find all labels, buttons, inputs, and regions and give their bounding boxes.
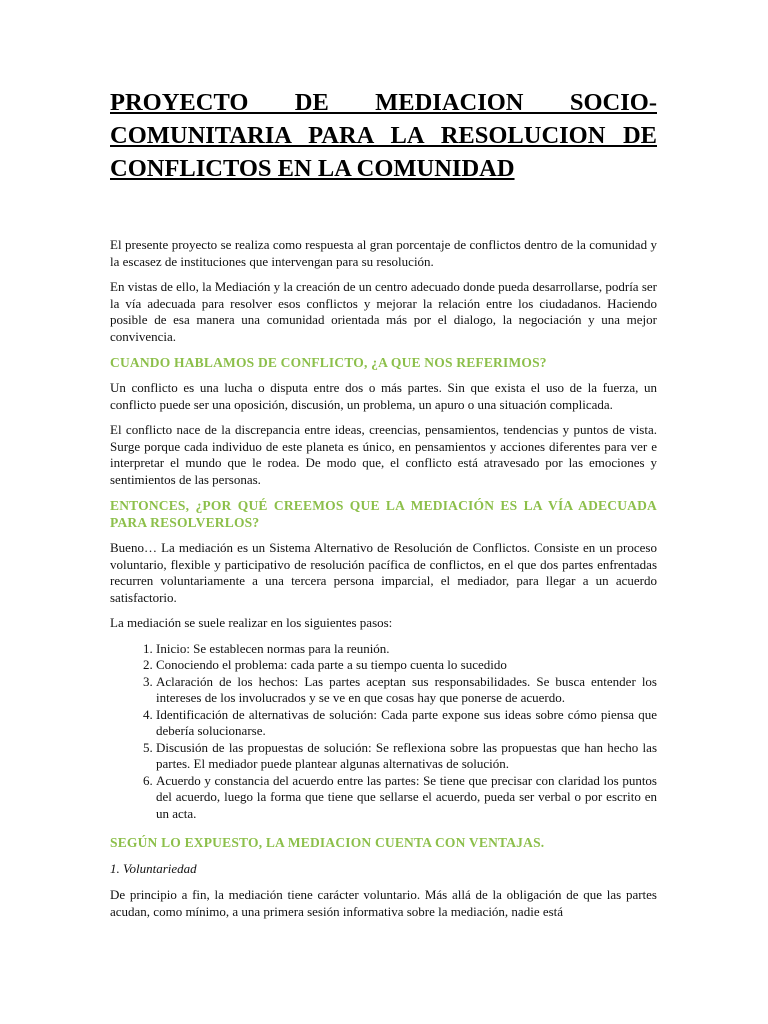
document-body bbox=[110, 86, 657, 920]
list-item: 1. Inicio: Se establecen normas para la reunión. bbox=[156, 641, 657, 658]
intro-paragraph-2: En vistas de ello, la Mediación y la creación de un centro adecuado donde pueda desarrollarse, podría ser la vía adecuada para resolver esos conflictos y mejorar la relación entre los ciudadanos. Haciendo posible de esa manera una comunidad orientada más por el dialogo, la negociación y una mejor convivencia. bbox=[110, 279, 657, 344]
section-heading-mediation: ENTONCES, ¿POR QUÉ CREEMOS QUE LA MEDIACIÓN ES LA VÍA ADECUADA PARA RESOLVERLOS? bbox=[110, 498, 657, 530]
mediation-paragraph-2: La mediación se suele realizar en los siguientes pasos: bbox=[110, 615, 393, 630]
subheading-voluntariedad: 1. Voluntariedad bbox=[110, 861, 197, 876]
intro-paragraph-1: El presente proyecto se realiza como respuesta al gran porcentaje de conflictos dentro de la comunidad y la escasez de instituciones que intervengan para su resolución. bbox=[110, 237, 657, 269]
list-item: 4. Identificación de alternativas de solución: Cada parte expone sus ideas sobre cómo piensa que debería solucionarse. bbox=[156, 707, 657, 740]
list-item: 5. Discusión de las propuestas de solución: Se reflexiona sobre las propuestas que han hecho las partes. El mediador puede plantear algunas alternativas de solución. bbox=[156, 740, 657, 773]
mediation-steps-list bbox=[110, 641, 657, 823]
list-item: 6. Acuerdo y constancia del acuerdo entre las partes: Se tiene que precisar con claridad los puntos del acuerdo, luego la forma que tiene que sellarse el acuerdo, pueda ser verbal o por escrito en un acta. bbox=[156, 773, 657, 823]
list-item: 2. Conociendo el problema: cada parte a su tiempo cuenta lo sucedido bbox=[156, 657, 657, 674]
conflict-paragraph-1: Un conflicto es una lucha o disputa entre dos o más partes. Sin que exista el uso de la fuerza, un conflicto puede ser una oposición, discusión, un problema, un apuro o una situación complicada. bbox=[110, 380, 657, 412]
list-item: 3. Aclaración de los hechos: Las partes aceptan sus responsabilidades. Se busca entender los intereses de los involucrados y se ve en que cosas hay que ponerse de acuerdo. bbox=[156, 674, 657, 707]
title-line-2: COMUNITARIA PARA LA RESOLUCION DE bbox=[110, 122, 657, 149]
title-line-3: CONFLICTOS EN LA COMUNIDAD bbox=[110, 155, 515, 182]
conflict-paragraph-2: El conflicto nace de la discrepancia entre ideas, creencias, pensamientos, tendencias y puntos de vista. Surge porque cada individuo de este planeta es único, en pensamientos y acciones diferentes para ver e interpretar el mundo que le rodea. De modo que, el conflicto está atravesado por las emociones y sentimientos de las personas. bbox=[110, 422, 657, 487]
title-line-1: PROYECTO DE MEDIACION SOCIO- bbox=[110, 89, 657, 116]
document-title bbox=[110, 86, 657, 185]
mediation-paragraph-1: Bueno… La mediación es un Sistema Alternativo de Resolución de Conflictos. Consiste en un proceso voluntario, flexible y participativo de resolución pacífica de conflictos, en el que dos partes enfrentadas recurren voluntariamente a una tercera persona imparcial, el mediador, para llegar a un acuerdo satisfactorio. bbox=[110, 540, 657, 605]
advantages-paragraph-1: De principio a fin, la mediación tiene carácter voluntario. Más allá de la obligación de que las partes acudan, como mínimo, a una primera sesión informativa sobre la mediación, nadie está bbox=[110, 887, 657, 919]
section-heading-advantages: SEGÚN LO EXPUESTO, LA MEDIACION CUENTA CON VENTAJAS. bbox=[110, 835, 545, 850]
section-heading-conflict: CUANDO HABLAMOS DE CONFLICTO, ¿A QUE NOS REFERIMOS? bbox=[110, 355, 547, 370]
